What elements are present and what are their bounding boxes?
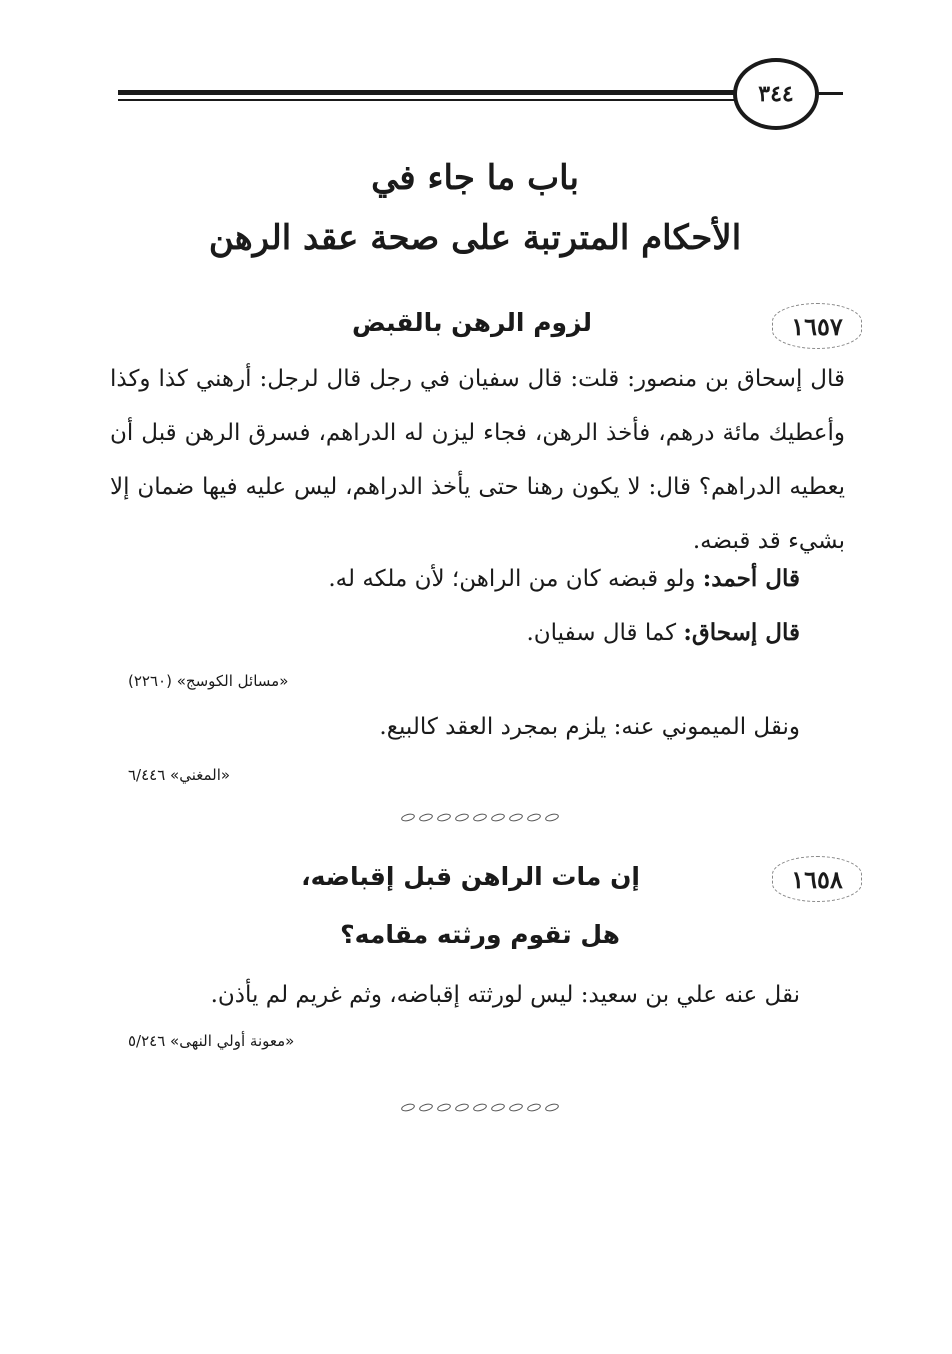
entry-heading-1657: لزوم الرهن بالقبض bbox=[351, 308, 592, 337]
entry-paragraph-1657: قال إسحاق بن منصور: قلت: قال سفيان في رجل قال لرجل: أرهني كذا وكذا وأعطيك مائة درهم، فأخذ الرهن، فجاء ليزن له الدراهم، فسرق الرهن قبل أن يعطيه الدراهم؟ قال: لا يكون رهنا حتى يأخذ الدراهم، ليس عليه فيها ضمان إلا بشيء قد قبضه. bbox=[110, 366, 845, 554]
ishaq-statement bbox=[526, 619, 800, 646]
entry-number-1658: ١٦٥٨ bbox=[772, 856, 862, 902]
ahmad-statement bbox=[328, 565, 800, 592]
header-rule-right bbox=[815, 92, 843, 95]
ahmad-text: ولو قبضه كان من الراهن؛ لأن ملكه له. bbox=[328, 566, 703, 592]
section-divider-ornament bbox=[400, 812, 560, 822]
source-citation-mawuna: «معونة أولي النهى» ٥/٢٤٦ bbox=[128, 1032, 295, 1050]
chapter-title-line1: باب ما جاء في bbox=[371, 158, 579, 198]
header-rule-thin bbox=[118, 99, 738, 101]
source-citation-kawsaj: «مسائل الكوسج» (٢٢٦٠) bbox=[128, 672, 289, 690]
ishaq-label: قال إسحاق: bbox=[683, 619, 800, 646]
ahmad-label: قال أحمد: bbox=[702, 565, 800, 592]
entry-heading-1658-line2: هل تقوم ورثته مقامه؟ bbox=[340, 920, 620, 949]
source-citation-mughni: «المغني» ٦/٤٤٦ bbox=[128, 766, 231, 784]
maymuni-note: ونقل الميموني عنه: يلزم بمجرد العقد كالبيع. bbox=[379, 714, 800, 740]
entry-number-1657: ١٦٥٧ bbox=[772, 303, 862, 349]
section-divider-ornament bbox=[400, 1102, 560, 1112]
chapter-title-line2: الأحكام المترتبة على صحة عقد الرهن bbox=[208, 218, 742, 258]
entry-heading-1658-line1: إن مات الراهن قبل إقباضه، bbox=[301, 862, 640, 891]
ishaq-text: كما قال سفيان. bbox=[526, 620, 684, 646]
header-rule-thick bbox=[118, 90, 738, 95]
page-number: ٣٤٤ bbox=[733, 58, 819, 130]
entry-text-1658: نقل عنه علي بن سعيد: ليس لورثته إقباضه، وثم غريم لم يأذن. bbox=[210, 982, 800, 1008]
